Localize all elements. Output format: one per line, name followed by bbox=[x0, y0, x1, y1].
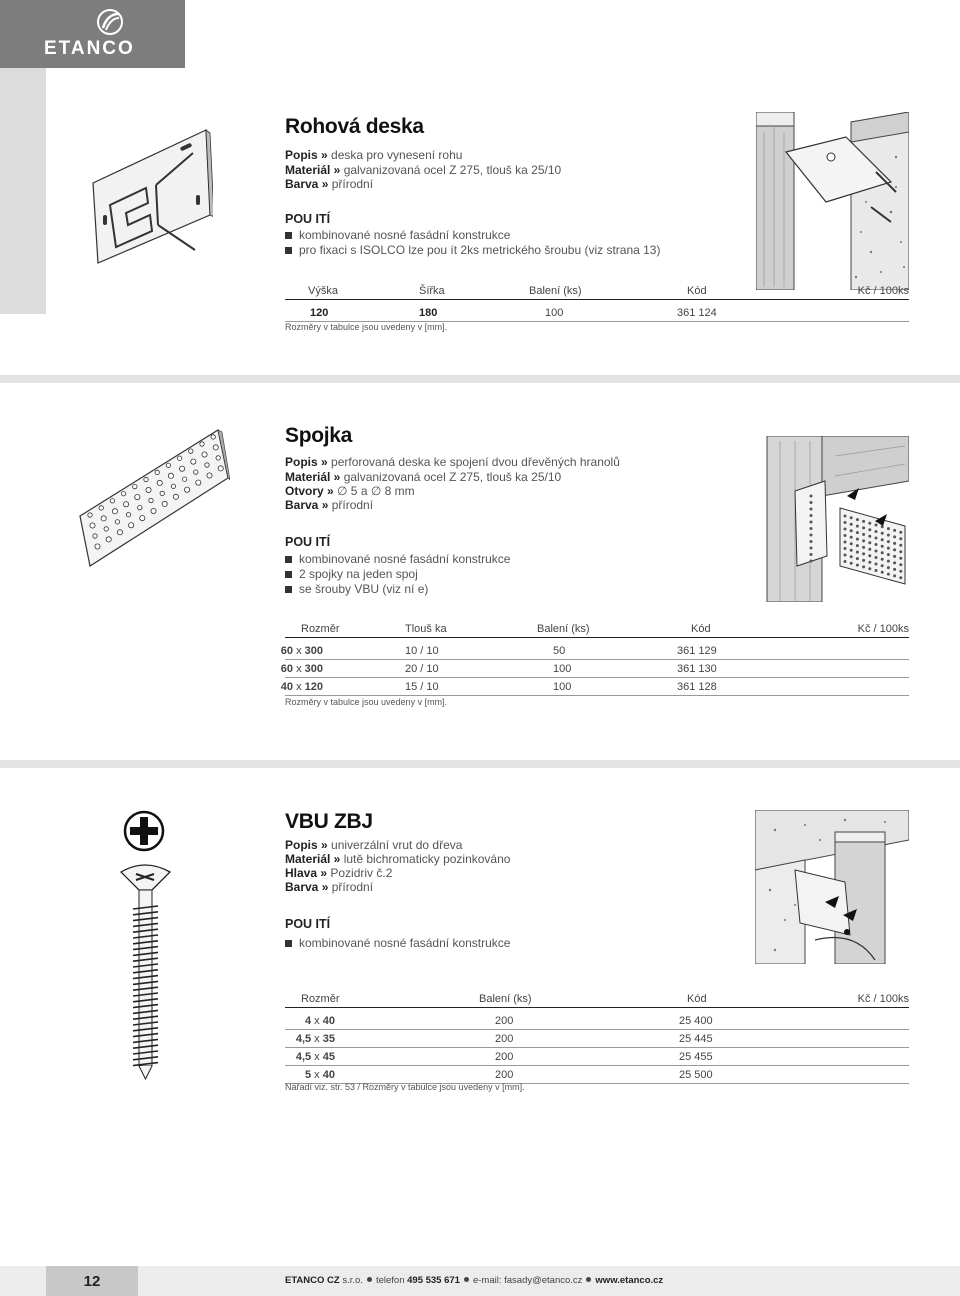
section-divider bbox=[0, 760, 960, 768]
use-bullet: 2 spojky na jeden spoj bbox=[285, 567, 418, 581]
table-cell: 15 / 10 bbox=[405, 681, 439, 693]
email-link[interactable]: e-mail: fasady@etanco.cz bbox=[472, 1275, 583, 1286]
table-cell: 361 124 bbox=[677, 307, 717, 319]
table-row bbox=[285, 304, 909, 322]
section-title: VBU ZBJ bbox=[285, 810, 373, 833]
table-cell: 100 bbox=[553, 663, 572, 675]
screw-installation-image bbox=[755, 810, 909, 964]
dimension-cell: 40 x 120 bbox=[280, 681, 323, 693]
use-bullet: kombinované nosné fasádní konstrukce bbox=[285, 228, 510, 242]
rohova-deska-table bbox=[285, 282, 909, 322]
table-row bbox=[285, 1048, 909, 1066]
dimension-cell: 4,5 x 35 bbox=[295, 1033, 335, 1045]
table-header: Rozměr bbox=[301, 623, 340, 635]
dimension-cell: 5 x 40 bbox=[305, 1069, 335, 1081]
spec-line: Popis » perforovaná deska ke spojení dvou dřevěných hranolů bbox=[285, 455, 620, 469]
table-cell: 200 bbox=[495, 1015, 514, 1027]
table-cell: 20 / 10 bbox=[405, 663, 439, 675]
table-cell: 180 bbox=[419, 307, 438, 319]
use-heading: POU ITÍ bbox=[285, 212, 331, 226]
table-note: Nářadí viz. str. 53 / Rozměry v tabulce jsou uvedeny v [mm]. bbox=[285, 1082, 525, 1092]
use-heading: POU ITÍ bbox=[285, 917, 331, 931]
table-cell: 10 / 10 bbox=[405, 645, 439, 657]
company-name: ETANCO CZ bbox=[285, 1275, 340, 1286]
spec-line: Materiál » lutě bichromaticky pozinkováno bbox=[285, 852, 511, 866]
table-header: Kč / 100ks bbox=[857, 285, 909, 297]
table-cell: 25 500 bbox=[679, 1069, 713, 1081]
vbu-zbj-table bbox=[285, 990, 909, 1084]
web-link[interactable]: www.etanco.cz bbox=[595, 1275, 664, 1286]
corner-plate-installation-image bbox=[756, 112, 909, 290]
spec-line: Materiál » galvanizovaná ocel Z 275, tlouš ka 25/10 bbox=[285, 163, 562, 177]
dimension-cell: 60 x 300 bbox=[280, 663, 323, 675]
dimension-cell: 60 x 300 bbox=[280, 645, 323, 657]
dimension-cell: 4 x 40 bbox=[305, 1015, 335, 1027]
table-header: Kód bbox=[691, 623, 711, 635]
spec-line: Barva » přírodní bbox=[285, 498, 374, 512]
spec-line: Barva » přírodní bbox=[285, 880, 374, 894]
table-header: Tlouš ka bbox=[405, 623, 447, 635]
spec-line: Barva » přírodní bbox=[285, 177, 374, 191]
table-header: Kód bbox=[687, 993, 707, 1005]
page-number-box bbox=[46, 1266, 138, 1296]
footer-contact: ETANCO CZ s.r.o. telefon 495 535 671 e-mail: fasady@etanco.cz www.etanco.cz bbox=[285, 1275, 664, 1286]
table-cell: 50 bbox=[553, 645, 566, 657]
use-bullet: pro fixaci s ISOLCO lze pou ít 2ks metrického šroubu (viz strana 13) bbox=[285, 243, 660, 257]
section-title: Spojka bbox=[285, 424, 353, 447]
use-bullet: se šrouby VBU (viz ní e) bbox=[285, 582, 428, 596]
table-header: Balení (ks) bbox=[529, 285, 582, 297]
use-heading: POU ITÍ bbox=[285, 535, 331, 549]
table-header: Šířka bbox=[419, 285, 445, 297]
header-bar bbox=[0, 0, 185, 68]
table-header-row bbox=[285, 282, 909, 300]
use-bullet: kombinované nosné fasádní konstrukce bbox=[285, 936, 510, 950]
page-number: 12 bbox=[83, 1273, 101, 1290]
table-note: Rozměry v tabulce jsou uvedeny v [mm]. bbox=[285, 697, 448, 707]
section-divider bbox=[0, 375, 960, 383]
spec-line: Popis » univerzální vrut do dřeva bbox=[285, 838, 463, 852]
table-row bbox=[280, 678, 909, 696]
spec-line: Otvory » ∅ 5 a ∅ 8 mm bbox=[285, 484, 415, 498]
table-header-row bbox=[285, 990, 909, 1008]
table-header: Kč / 100ks bbox=[857, 993, 909, 1005]
brand-logo: ETANCO bbox=[44, 38, 135, 59]
table-cell: 25 455 bbox=[679, 1051, 713, 1063]
screw-image bbox=[118, 862, 173, 1080]
use-bullet: kombinované nosné fasádní konstrukce bbox=[285, 552, 510, 566]
table-row bbox=[280, 642, 909, 660]
table-header: Balení (ks) bbox=[537, 623, 590, 635]
pozidriv-head-icon bbox=[123, 810, 165, 852]
table-cell: 200 bbox=[495, 1033, 514, 1045]
table-cell: 361 129 bbox=[677, 645, 717, 657]
phone-number: 495 535 671 bbox=[407, 1275, 460, 1286]
table-cell: 100 bbox=[553, 681, 572, 693]
spec-line: Hlava » Pozidriv č.2 bbox=[285, 866, 393, 880]
table-header: Kč / 100ks bbox=[857, 623, 909, 635]
table-row bbox=[280, 660, 909, 678]
splice-plate-installation-image bbox=[755, 436, 909, 602]
brand-emblem-icon bbox=[96, 8, 124, 36]
table-cell: 25 445 bbox=[679, 1033, 713, 1045]
side-panel bbox=[0, 68, 46, 314]
section-title: Rohová deska bbox=[285, 115, 424, 138]
dimension-cell: 4,5 x 45 bbox=[295, 1051, 335, 1063]
table-header-row bbox=[285, 620, 909, 638]
corner-plate-image bbox=[88, 125, 213, 265]
table-cell: 100 bbox=[545, 307, 564, 319]
table-header: Balení (ks) bbox=[479, 993, 532, 1005]
table-cell: 200 bbox=[495, 1069, 514, 1081]
spojka-table bbox=[280, 620, 909, 696]
spec-line: Materiál » galvanizovaná ocel Z 275, tlouš ka 25/10 bbox=[285, 470, 562, 484]
spec-line: Popis » deska pro vynesení rohu bbox=[285, 148, 463, 162]
table-header: Rozměr bbox=[301, 993, 340, 1005]
table-header: Kód bbox=[687, 285, 707, 297]
table-note: Rozměry v tabulce jsou uvedeny v [mm]. bbox=[285, 322, 448, 332]
table-cell: 25 400 bbox=[679, 1015, 713, 1027]
table-cell: 361 130 bbox=[677, 663, 717, 675]
table-row bbox=[285, 1012, 909, 1030]
table-header: Výška bbox=[308, 285, 338, 297]
table-cell: 200 bbox=[495, 1051, 514, 1063]
table-cell: 361 128 bbox=[677, 681, 717, 693]
perforated-plate-image bbox=[78, 428, 230, 568]
table-cell: 120 bbox=[310, 307, 329, 319]
table-row bbox=[285, 1030, 909, 1048]
